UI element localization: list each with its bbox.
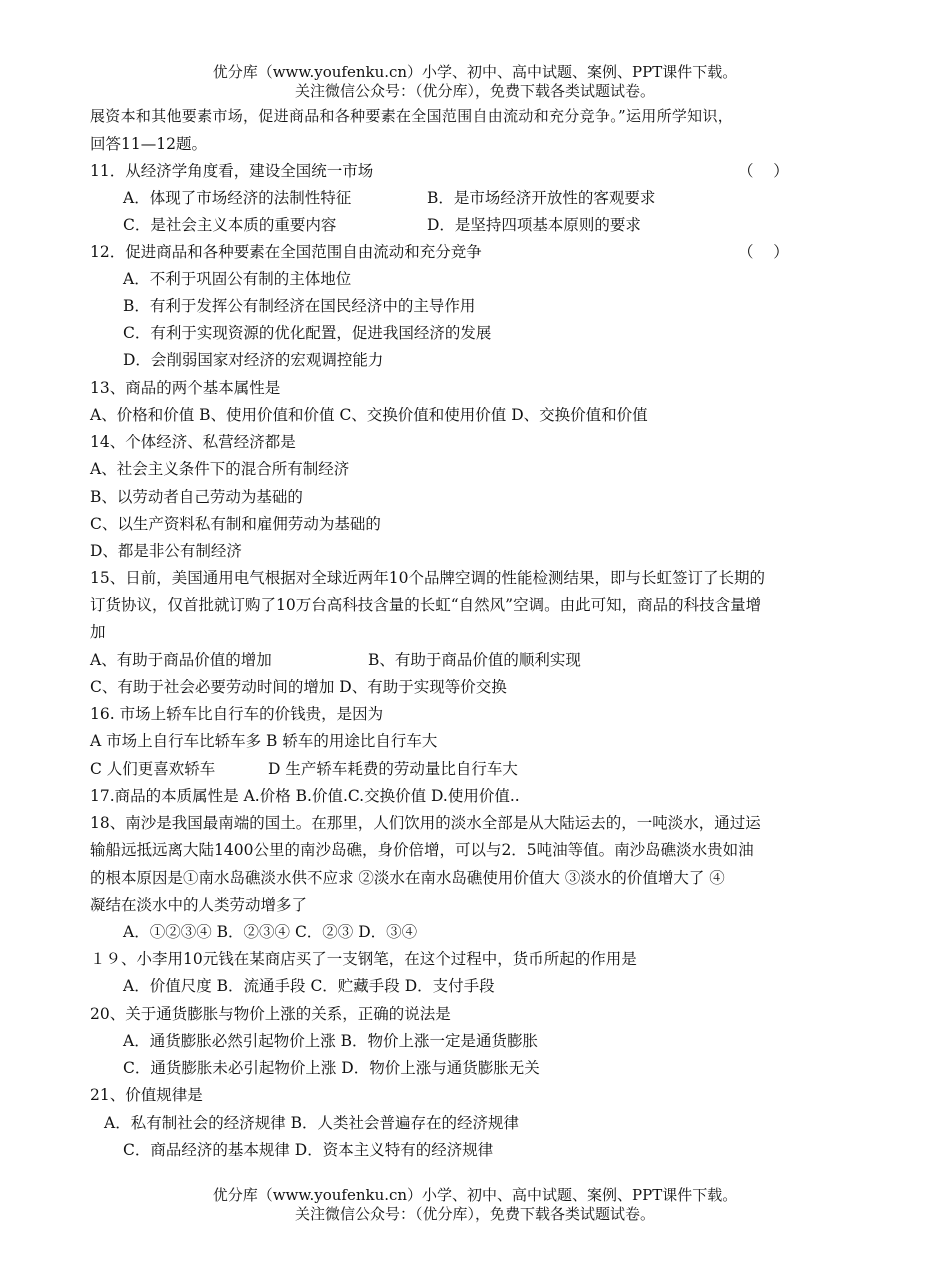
- q16-option-d: D 生产轿车耗费的劳动量比自行车大: [268, 760, 518, 778]
- q21-options-cd: C．商品经济的基本规律 D．资本主义特有的经济规律: [123, 1141, 494, 1159]
- header-line-2: 关注微信公众号：（优分库），免费下载各类试题试卷。: [294, 82, 655, 100]
- q21-options-ab: A．私有制社会的经济规律 B．人类社会普遍存在的经济规律: [104, 1114, 520, 1132]
- q20-options-cd: C．通货膨胀未必引起物价上涨 D．物价上涨与通货膨胀无关: [123, 1059, 540, 1077]
- q13-stem: 13、商品的两个基本属性是: [90, 379, 281, 397]
- q12-stem: 12．促进商品和各种要素在全国范围自由流动和充分竞争: [90, 243, 482, 261]
- q20-options-ab: A．通货膨胀必然引起物价上涨 B．物价上涨一定是通货膨胀: [123, 1032, 539, 1050]
- header-line-1: 优分库（www.youfenku.cn）小学、初中、高中试题、案例、PPT课件下载。: [212, 63, 738, 81]
- q12-option-c: C．有利于实现资源的优化配置，促进我国经济的发展: [123, 324, 492, 342]
- q15-line-2: 订货协议，仅首批就订购了10万台高科技含量的长虹“自然风”空调。由此可知，商品的科技含量增: [90, 596, 762, 614]
- q15-line-3: 加: [90, 623, 106, 641]
- q21-stem: 21、价值规律是: [90, 1086, 203, 1104]
- q15-line-1: 15、日前，美国通用电气根据对全球近两年10个品牌空调的性能检测结果，即与长虹签订了长期的: [90, 569, 765, 587]
- footer-line-1: 优分库（www.youfenku.cn）小学、初中、高中试题、案例、PPT课件下载。: [212, 1186, 738, 1204]
- q11-answer-blank: （ ）: [738, 162, 789, 180]
- q15-option-a: A、有助于商品价值的增加: [90, 651, 272, 669]
- q11-option-c: C．是社会主义本质的重要内容: [123, 216, 337, 234]
- q11-option-d: D．是坚持四项基本原则的要求: [427, 216, 641, 234]
- q17-stem: 17.商品的本质属性是 A.价格 B.价值.C.交换价值 D.使用价值..: [90, 787, 520, 805]
- q16-option-c: C 人们更喜欢轿车: [90, 760, 216, 778]
- q18-line-1: 18、南沙是我国最南端的国土。在那里，人们饮用的淡水全部是从大陆运去的，一吨淡水，通过运: [90, 814, 761, 832]
- intro-line-2: 回答11—12题。: [90, 135, 207, 153]
- q11-option-b: B．是市场经济开放性的客观要求: [427, 189, 656, 207]
- q18-options: A．①②③④ B．②③④ C．②③ D．③④: [123, 923, 418, 941]
- q12-option-d: D．会削弱国家对经济的宏观调控能力: [123, 351, 384, 369]
- q19-stem: １９、小李用10元钱在某商店买了一支钢笔，在这个过程中，货币所起的作用是: [90, 950, 637, 968]
- q16-stem: 16. 市场上轿车比自行车的价钱贵，是因为: [90, 705, 384, 723]
- q14-stem: 14、个体经济、私营经济都是: [90, 433, 296, 451]
- intro-line-1: 展资本和其他要素市场，促进商品和各种要素在全国范围自由流动和充分竞争。”运用所学知识，: [90, 107, 734, 125]
- q12-answer-blank: （ ）: [738, 243, 789, 261]
- q15-option-b: B、有助于商品价值的顺利实现: [368, 651, 581, 669]
- q12-option-b: B．有利于发挥公有制经济在国民经济中的主导作用: [123, 297, 476, 315]
- q19-options: A．价值尺度 B．流通手段 C．贮藏手段 D．支付手段: [123, 977, 495, 995]
- q14-option-c: C、以生产资料私有制和雇佣劳动为基础的: [90, 515, 381, 533]
- q14-option-a: A、社会主义条件下的混合所有制经济: [90, 460, 350, 478]
- q16-options-ab: A 市场上自行车比轿车多 B 轿车的用途比自行车大: [90, 732, 438, 750]
- q20-stem: 20、关于通货膨胀与物价上涨的关系，正确的说法是: [90, 1005, 451, 1023]
- q18-line-2: 输船远抵远离大陆1400公里的南沙岛礁，身价倍增，可以与2．5吨油等值。南沙岛礁淡水贵如油: [90, 841, 754, 859]
- q14-option-d: D、都是非公有制经济: [90, 542, 242, 560]
- q11-option-a: A．体现了市场经济的法制性特征: [123, 189, 352, 207]
- q15-options-cd: C、有助于社会必要劳动时间的增加 D、有助于实现等价交换: [90, 678, 507, 696]
- footer-line-2: 关注微信公众号：（优分库），免费下载各类试题试卷。: [294, 1205, 655, 1223]
- q18-line-3: 的根本原因是①南水岛礁淡水供不应求 ②淡水在南水岛礁使用价值大 ③淡水的价值增大了 ④: [90, 869, 725, 887]
- q11-stem: 11．从经济学角度看，建设全国统一市场: [90, 162, 374, 180]
- q12-option-a: A．不利于巩固公有制的主体地位: [123, 270, 352, 288]
- q13-options: A、价格和价值 B、使用价值和价值 C、交换价值和使用价值 D、交换价值和价值: [90, 406, 648, 424]
- q18-line-4: 凝结在淡水中的人类劳动增多了: [90, 896, 308, 914]
- q14-option-b: B、以劳动者自己劳动为基础的: [90, 488, 303, 506]
